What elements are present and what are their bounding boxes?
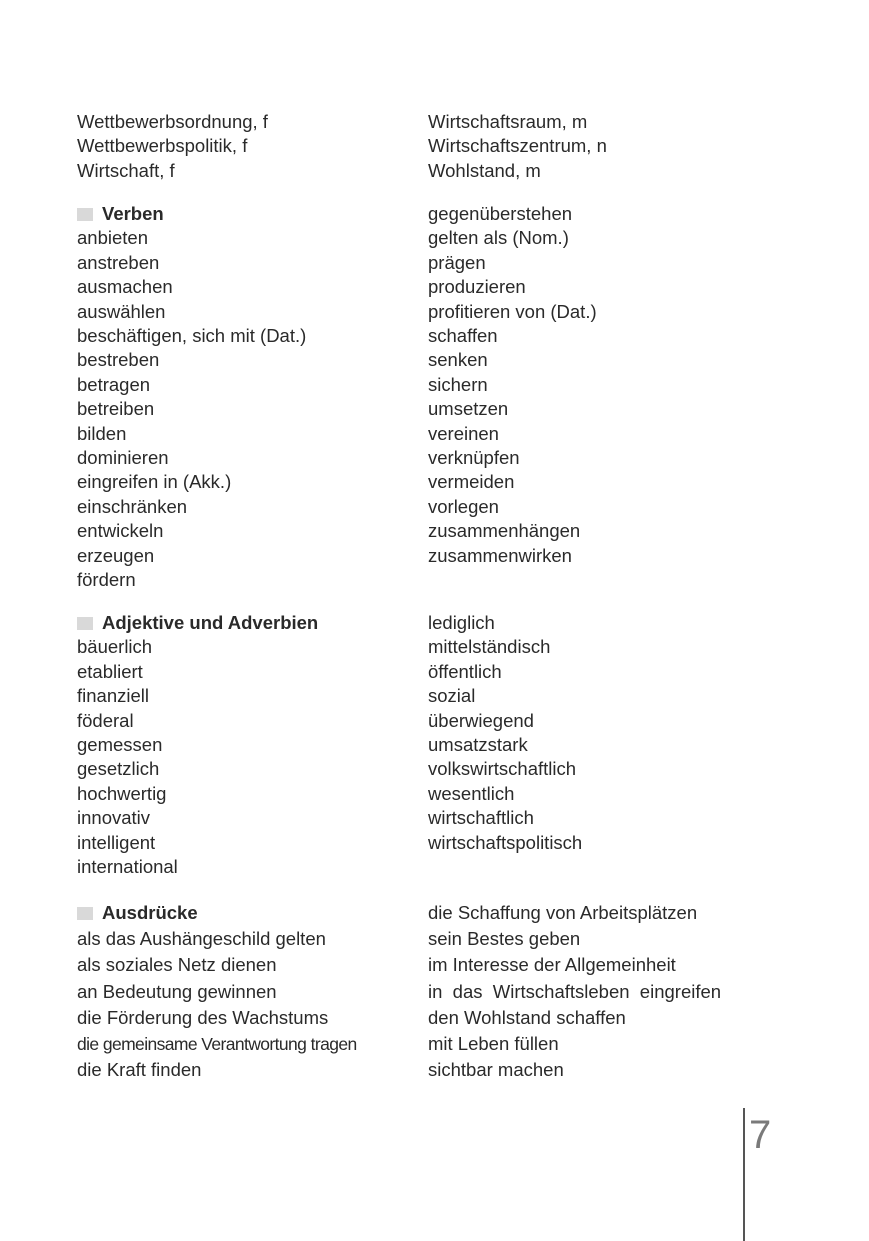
list-item: fördern [77,569,136,591]
list-item: etabliert [77,660,143,682]
list-item: als das Aushängeschild gelten [77,928,326,950]
list-item: sozial [428,685,476,707]
nouns-left-column [77,110,268,183]
section-heading-adjectives [77,611,318,635]
list-item: erzeugen [77,544,155,566]
list-item: gesetzlich [77,758,160,780]
list-item: international [77,856,178,878]
nouns-right-column [428,110,607,183]
adjectives-left-column [77,611,318,879]
list-item: sichern [428,373,488,395]
square-bullet-icon [77,617,93,630]
list-item: mittelständisch [428,636,551,658]
list-item: Wettbewerbsordnung, f [77,111,268,132]
list-item: vorlegen [428,495,499,517]
list-item: überwiegend [428,709,534,731]
list-item: prägen [428,251,486,273]
list-item: ausmachen [77,276,173,298]
list-item: gemessen [77,734,163,756]
adjectives-right-column [428,611,582,855]
list-item: sein Bestes geben [428,928,581,950]
list-item: zusammenhängen [428,520,581,542]
section-heading-verbs [77,202,306,226]
list-item: profitieren von (Dat.) [428,300,597,322]
list-item: an Bedeutung gewinnen [77,980,277,1002]
list-item: einschränken [77,495,188,517]
list-item: die gemeinsame Verantwortung tragen [77,1034,357,1055]
list-item: anbieten [77,227,148,249]
list-item: wirtschaftlich [428,807,534,829]
list-item: verknüpfen [428,447,520,469]
section-heading-label: Ausdrücke [102,902,198,923]
list-item: lediglich [428,612,495,633]
list-item: Wirtschaftszentrum, n [428,135,607,157]
list-item: Wettbewerbspolitik, f [77,135,248,157]
list-item: vereinen [428,422,499,444]
list-item: senken [428,349,488,371]
list-item: beschäftigen, sich mit (Dat.) [77,325,307,347]
list-item: vermeiden [428,471,515,493]
list-item: betragen [77,373,151,395]
list-item: hochwertig [77,782,167,804]
list-item: gegenüberstehen [428,203,573,224]
list-item: die Schaffung von Arbeitsplätzen [428,902,698,923]
list-item: finanziell [77,685,149,707]
list-item: betreiben [77,398,155,420]
list-item: schaffen [428,325,498,347]
section-heading-label: Adjektive und Adverbien [102,612,319,633]
list-item: bilden [77,422,127,444]
list-item: die Kraft finden [77,1059,202,1081]
list-item: wesentlich [428,782,515,804]
list-item: Wirtschaft, f [77,159,175,181]
square-bullet-icon [77,907,93,920]
list-item: bestreben [77,349,160,371]
list-item: wirtschaftspolitisch [428,831,583,853]
list-item: zusammenwirken [428,544,572,566]
page-number-rule [743,1108,745,1241]
list-item: sichtbar machen [428,1059,564,1081]
section-heading-expressions [77,900,357,926]
verbs-right-column [428,202,597,568]
section-heading-label: Verben [102,203,164,224]
list-item: produzieren [428,276,526,298]
list-item: im Interesse der Allgemeinheit [428,954,676,976]
list-item: öffentlich [428,660,502,682]
list-item: gelten als (Nom.) [428,227,569,249]
list-item: in das Wirtschaftsleben eingreifen [428,980,722,1002]
square-bullet-icon [77,208,93,221]
expressions-left-column [77,900,357,1083]
list-item: dominieren [77,447,169,469]
list-item: Wohlstand, m [428,159,541,181]
verbs-left-column [77,202,306,593]
list-item: entwickeln [77,520,164,542]
list-item: innovativ [77,807,151,829]
list-item: intelligent [77,831,156,853]
list-item: Wirtschaftsraum, m [428,111,588,132]
list-item: als soziales Netz dienen [77,954,277,976]
list-item: umsatzstark [428,734,528,756]
list-item: anstreben [77,251,160,273]
expressions-right-column [428,900,721,1083]
list-item: föderal [77,709,134,731]
list-item: eingreifen in (Akk.) [77,471,232,493]
list-item: volkswirtschaftlich [428,758,577,780]
page-number: 7 [749,1113,772,1157]
list-item: auswählen [77,300,166,322]
list-item: mit Leben füllen [428,1033,559,1055]
list-item: den Wohlstand schaffen [428,1006,626,1028]
list-item: umsetzen [428,398,509,420]
list-item: bäuerlich [77,636,153,658]
list-item: die Förderung des Wachstums [77,1006,329,1028]
